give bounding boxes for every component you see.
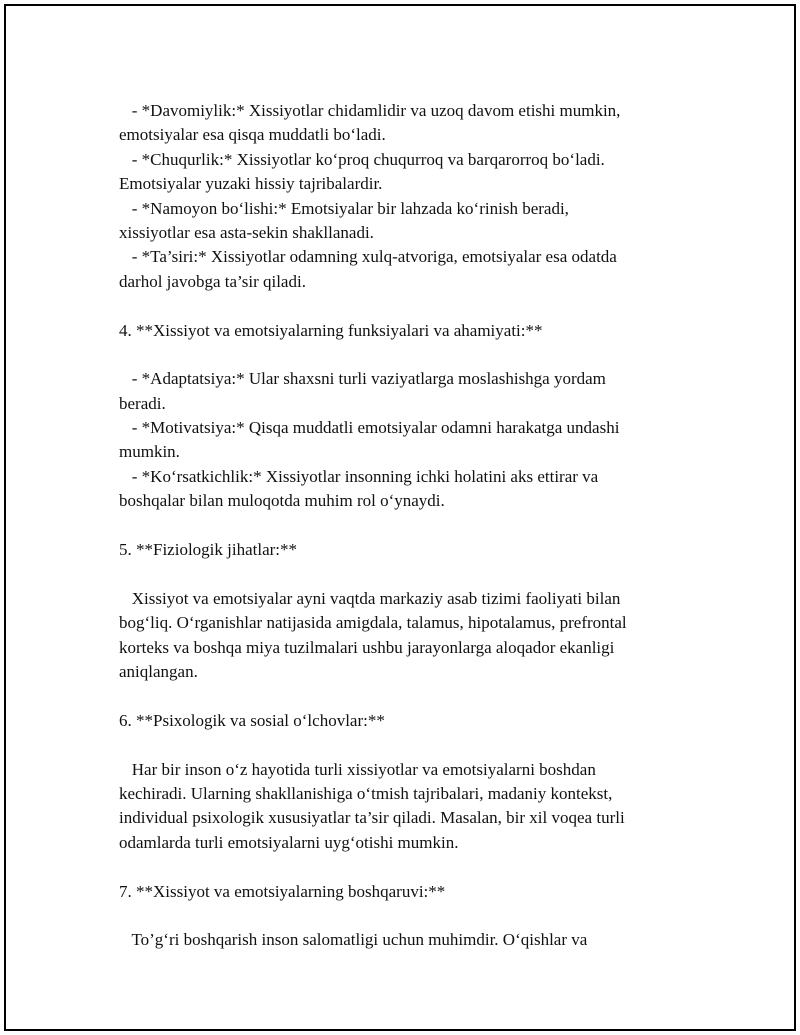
text-line: Har bir inson o‘z hayotida turli xissiyotlar va emotsiyalarni boshdan xyxy=(119,759,596,779)
text-line: xissiyotlar esa asta-sekin shakllanadi. xyxy=(119,222,374,242)
text-line: Emotsiyalar yuzaki hissiy tajribalardir. xyxy=(119,174,383,194)
text-line: aniqlangan. xyxy=(119,661,198,681)
text-line: boshqalar bilan muloqotda muhim rol o‘ynaydi. xyxy=(119,491,445,511)
blank-line xyxy=(119,514,689,538)
blank-line xyxy=(119,343,689,367)
text-line: korteks va boshqa miya tuzilmalari ushbu jarayonlarga aloqador ekanligi xyxy=(119,637,615,657)
text-line: - *Adaptatsiya:* Ular shaxsni turli vaziyatlarga moslashishga yordam xyxy=(119,369,606,389)
blank-line xyxy=(119,733,689,757)
text-line: darhol javobga ta’sir qiladi. xyxy=(119,271,306,291)
text-line: emotsiyalar esa qisqa muddatli bo‘ladi. xyxy=(119,125,386,145)
text-line: beradi. xyxy=(119,393,166,413)
page-frame xyxy=(4,4,796,1031)
blank-line xyxy=(119,294,689,318)
text-line: individual psixologik xususiyatlar ta’sir qiladi. Masalan, bir xil voqea turli xyxy=(119,808,625,828)
text-line: mumkin. xyxy=(119,442,180,462)
blank-line xyxy=(119,562,689,586)
text-line: Xissiyot va emotsiyalar ayni vaqtda markaziy asab tizimi faoliyati bilan xyxy=(119,588,621,608)
text-line: - *Ko‘rsatkichlik:* Xissiyotlar insonning ichki holatini aks ettirar va xyxy=(119,466,599,486)
blank-line xyxy=(119,855,689,879)
text-line: 6. **Psixologik va sosial o‘lchovlar:** xyxy=(119,710,385,730)
text-line: 4. **Xissiyot va emotsiyalarning funksiyalari va ahamiyati:** xyxy=(119,320,543,340)
text-line: - *Chuqurlik:* Xissiyotlar ko‘proq chuqurroq va barqarorroq bo‘ladi. xyxy=(119,149,605,169)
text-line: To’g‘ri boshqarish inson salomatligi uchun muhimdir. O‘qishlar va xyxy=(119,930,588,950)
text-line: - *Motivatsiya:* Qisqa muddatli emotsiyalar odamni harakatga undashi xyxy=(119,418,620,438)
text-line: odamlarda turli emotsiyalarni uyg‘otishi mumkin. xyxy=(119,832,459,852)
blank-line xyxy=(119,684,689,708)
text-line: bog‘liq. O‘rganishlar natijasida amigdala, talamus, hipotalamus, prefrontal xyxy=(119,613,627,633)
text-line: - *Davomiylik:* Xissiyotlar chidamlidir va uzoq davom etishi mumkin, xyxy=(119,101,621,120)
text-line: - *Namoyon bo‘lishi:* Emotsiyalar bir lahzada ko‘rinish beradi, xyxy=(119,198,569,218)
text-line: kechiradi. Ularning shakllanishiga o‘tmish tajribalari, madaniy kontekst, xyxy=(119,783,613,803)
blank-line xyxy=(119,904,689,928)
text-line: 7. **Xissiyot va emotsiyalarning boshqaruvi:** xyxy=(119,881,446,901)
text-line: - *Ta’siri:* Xissiyotlar odamning xulq-atvoriga, emotsiyalar esa odatda xyxy=(119,247,617,267)
document-body xyxy=(119,99,689,953)
text-line: 5. **Fiziologik jihatlar:** xyxy=(119,540,298,560)
